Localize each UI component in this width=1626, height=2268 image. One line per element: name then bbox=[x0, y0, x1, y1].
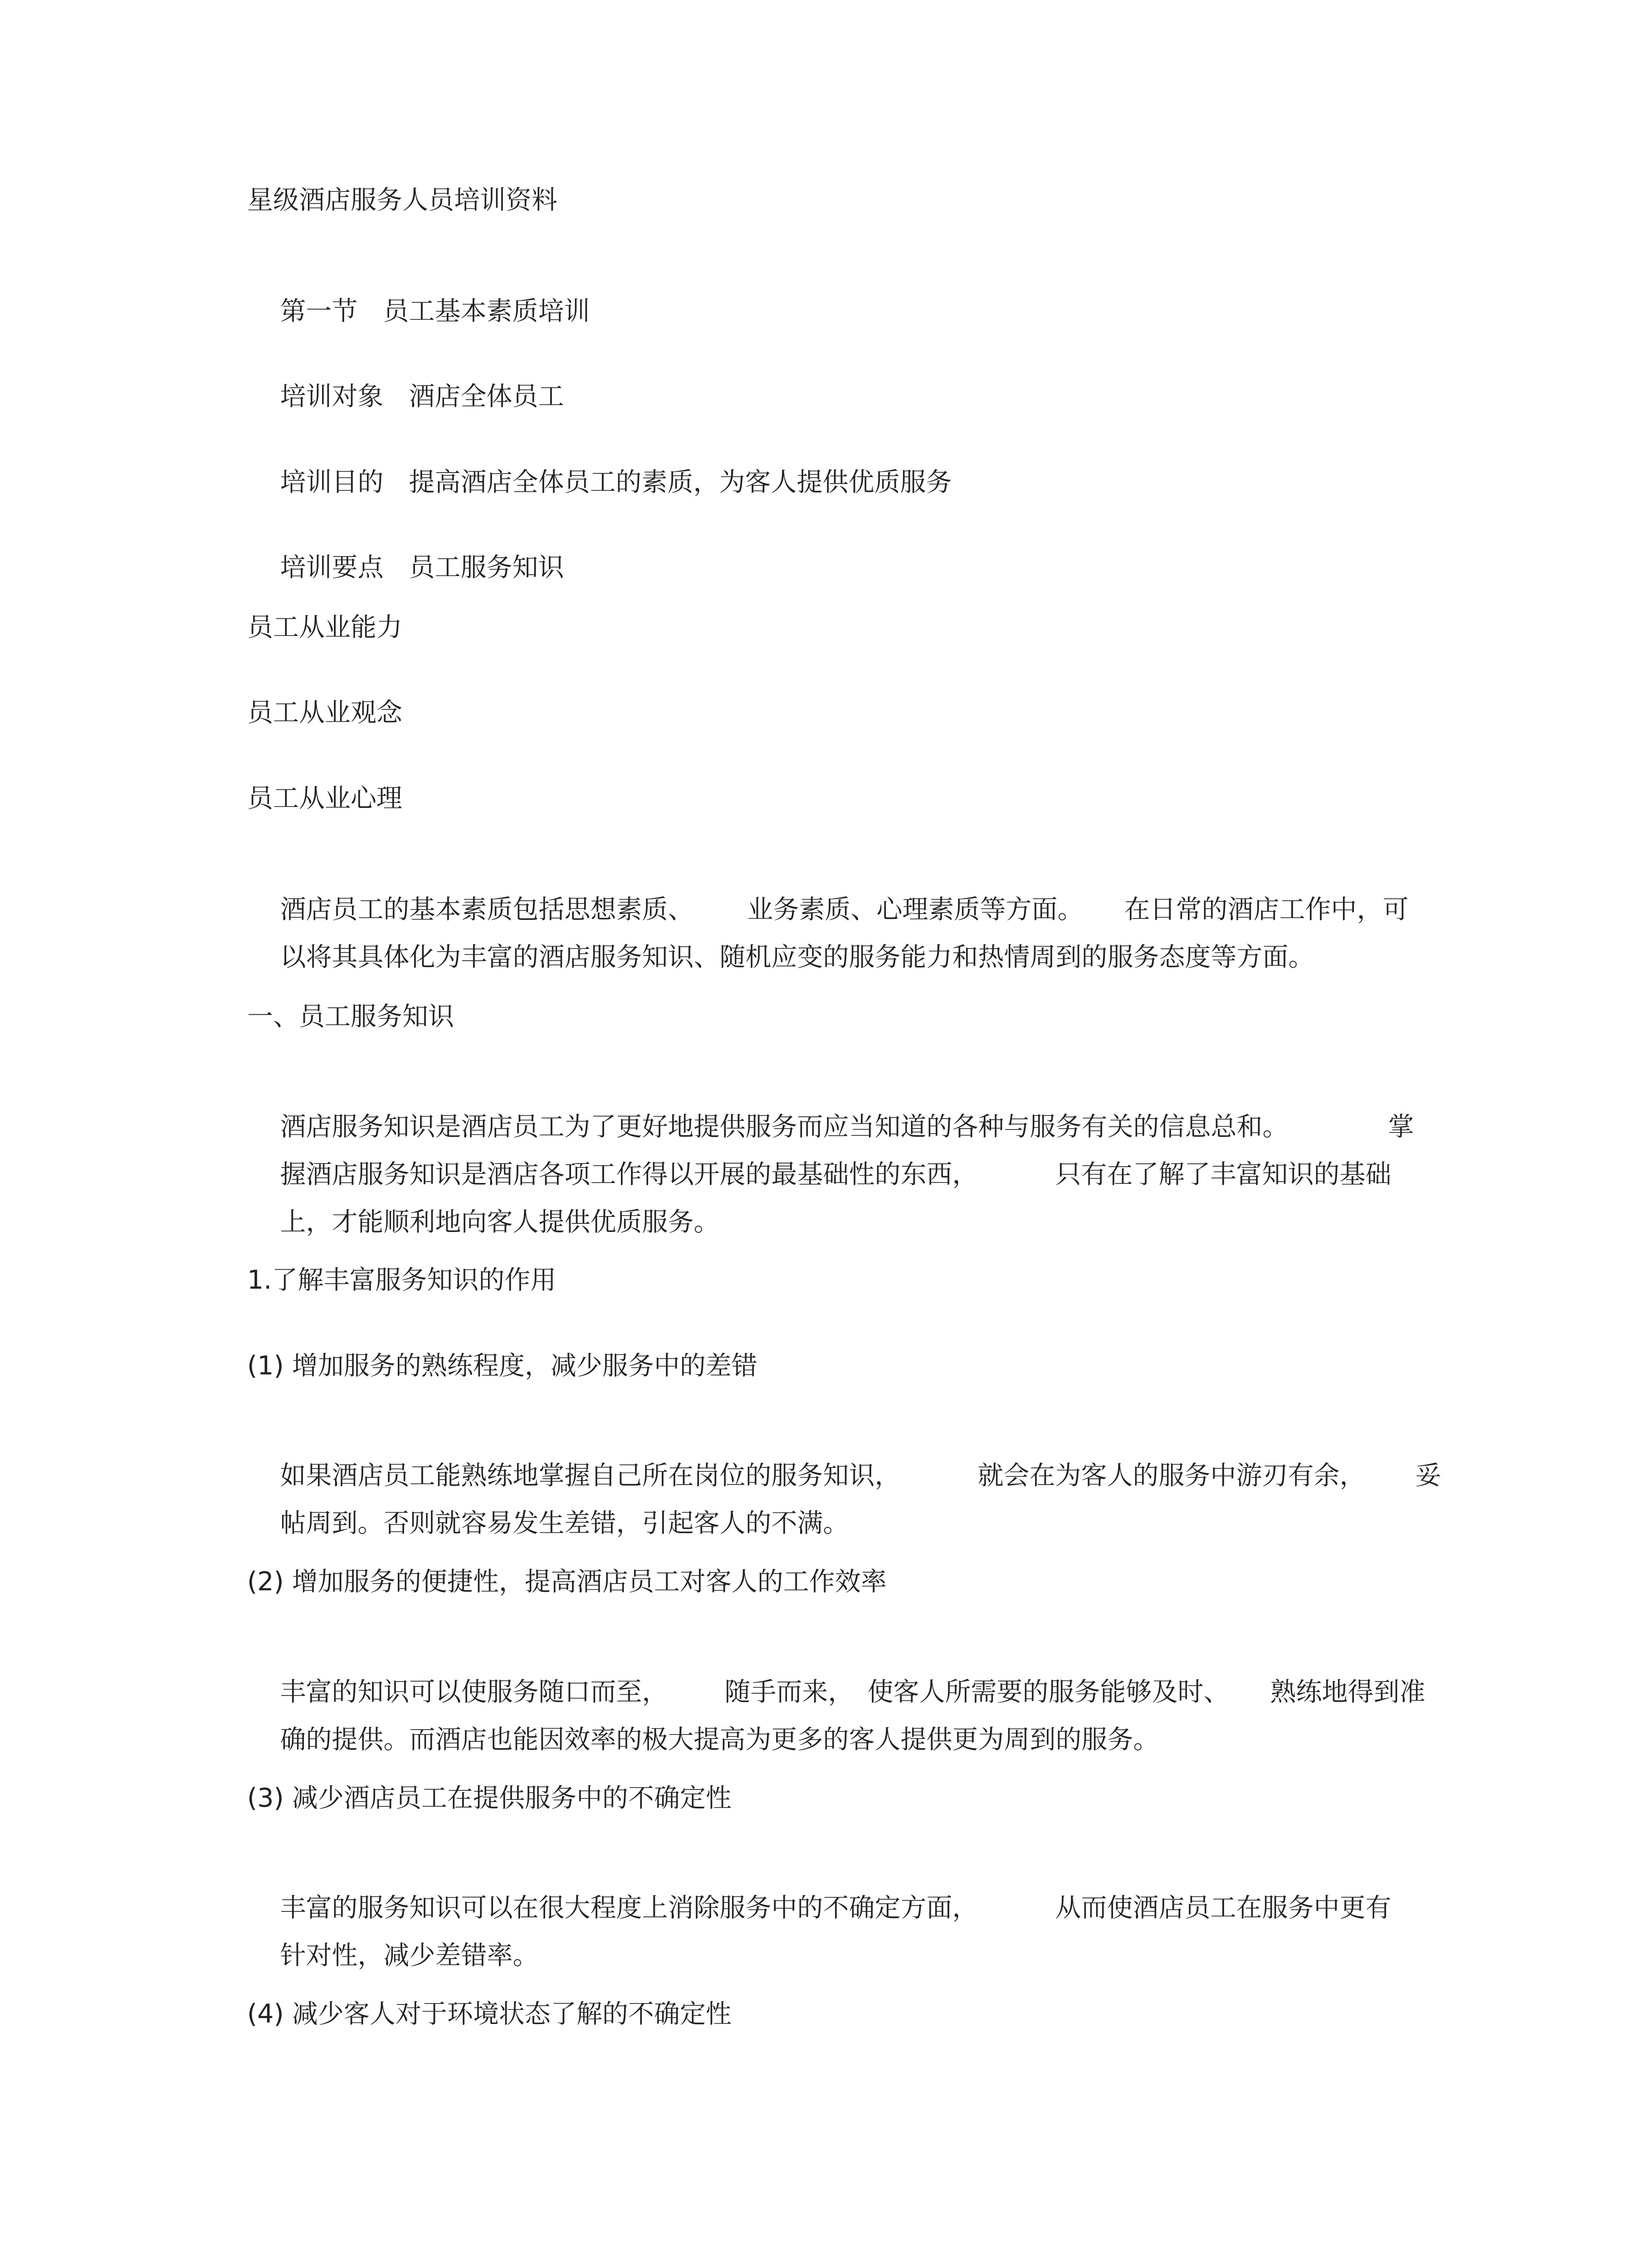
training-target-label: 培训对象 bbox=[280, 381, 384, 411]
training-purpose-label: 培训目的 bbox=[280, 467, 384, 497]
text-run: 从而使酒店员工在服务中更有 bbox=[1055, 1893, 1392, 1923]
point-heading: (4) 减少客人对于环境状态了解的不确定性 bbox=[247, 1999, 732, 2029]
document-title: 星级酒店服务人员培训资料 bbox=[247, 185, 557, 215]
text-run: 如果酒店员工能熟练地掌握自己所在岗位的服务知识， bbox=[280, 1461, 901, 1491]
text-run: 酒店员工的基本素质包括思想素质、 bbox=[280, 894, 694, 924]
text-run: 妥 bbox=[1415, 1461, 1441, 1491]
text-run: 随手而来， bbox=[724, 1677, 854, 1707]
knowledge-paragraph-line bbox=[247, 1088, 1414, 1142]
knowledge-paragraph-line bbox=[247, 1136, 1392, 1189]
training-points-label: 培训要点 bbox=[280, 552, 384, 582]
text-run: 只有在了解了丰富知识的基础 bbox=[1055, 1159, 1392, 1189]
knowledge-paragraph-line bbox=[247, 1183, 720, 1237]
text-run: 丰富的知识可以使服务随口而至， bbox=[280, 1677, 668, 1707]
text-run: 掌 bbox=[1388, 1112, 1414, 1142]
training-points bbox=[247, 529, 564, 582]
text-run: 以将其具体化为丰富的酒店服务知识、随机应变的服务能力和热情周到的服务态度等方面。 bbox=[280, 942, 1314, 972]
training-point-item: 员工从业观念 bbox=[247, 698, 402, 728]
text-run: 在日常的酒店工作中，可 bbox=[1124, 894, 1409, 924]
text-run: 确的提供。而酒店也能因效率的极大提高为更多的客人提供更为周到的服务。 bbox=[280, 1725, 1159, 1755]
point-text-line bbox=[247, 1485, 849, 1538]
point-text-line bbox=[247, 1653, 1426, 1707]
text-run: 上，才能顺利地向客人提供优质服务。 bbox=[280, 1207, 720, 1237]
text-run: 使客人所需要的服务能够及时、 bbox=[867, 1677, 1230, 1707]
intro-paragraph-line bbox=[247, 919, 1314, 972]
training-target bbox=[247, 358, 564, 411]
training-purpose bbox=[247, 444, 952, 497]
training-point-item: 员工从业心理 bbox=[247, 783, 402, 813]
training-point-item: 员工从业能力 bbox=[247, 612, 402, 642]
point-heading: (2) 增加服务的便捷性，提高酒店员工对客人的工作效率 bbox=[247, 1567, 887, 1597]
text-run: 业务素质、心理素质等方面。 bbox=[747, 894, 1084, 924]
chapter-heading: 一、员工服务知识 bbox=[247, 1002, 454, 1031]
text-run: 握酒店服务知识是酒店各项工作得以开展的最基础性的东西， bbox=[280, 1159, 978, 1189]
point-text-line bbox=[247, 1869, 1392, 1923]
point-heading: (3) 减少酒店员工在提供服务中的不确定性 bbox=[247, 1783, 732, 1813]
section-heading bbox=[247, 273, 590, 326]
point-text-line bbox=[247, 1701, 1159, 1755]
training-purpose-value: 提高酒店全体员工的素质，为客人提供优质服务 bbox=[409, 467, 952, 497]
training-target-value: 酒店全体员工 bbox=[409, 381, 564, 411]
section-number: 第一节 bbox=[280, 296, 358, 326]
text-run: 丰富的服务知识可以在很大程度上消除服务中的不确定方面， bbox=[280, 1893, 978, 1923]
text-run: 就会在为客人的服务中游刃有余， bbox=[977, 1461, 1366, 1491]
training-point-item: 员工服务知识 bbox=[409, 552, 564, 582]
text-run: 帖周到。否则就容易发生差错，引起客人的不满。 bbox=[280, 1508, 849, 1538]
section-title: 员工基本素质培训 bbox=[383, 296, 590, 326]
intro-paragraph-line bbox=[247, 871, 1409, 924]
text-run: 熟练地得到准 bbox=[1270, 1677, 1426, 1707]
point-text-line bbox=[247, 1917, 539, 1970]
point-heading: (1) 增加服务的熟练程度，减少服务中的差错 bbox=[247, 1351, 757, 1381]
text-run: 酒店服务知识是酒店员工为了更好地提供服务而应当知道的各种与服务有关的信息总和。 bbox=[280, 1112, 1289, 1142]
text-run: 针对性，减少差错率。 bbox=[280, 1941, 539, 1970]
subsection-heading: 1.了解丰富服务知识的作用 bbox=[247, 1265, 557, 1295]
point-text-line bbox=[247, 1437, 1441, 1491]
